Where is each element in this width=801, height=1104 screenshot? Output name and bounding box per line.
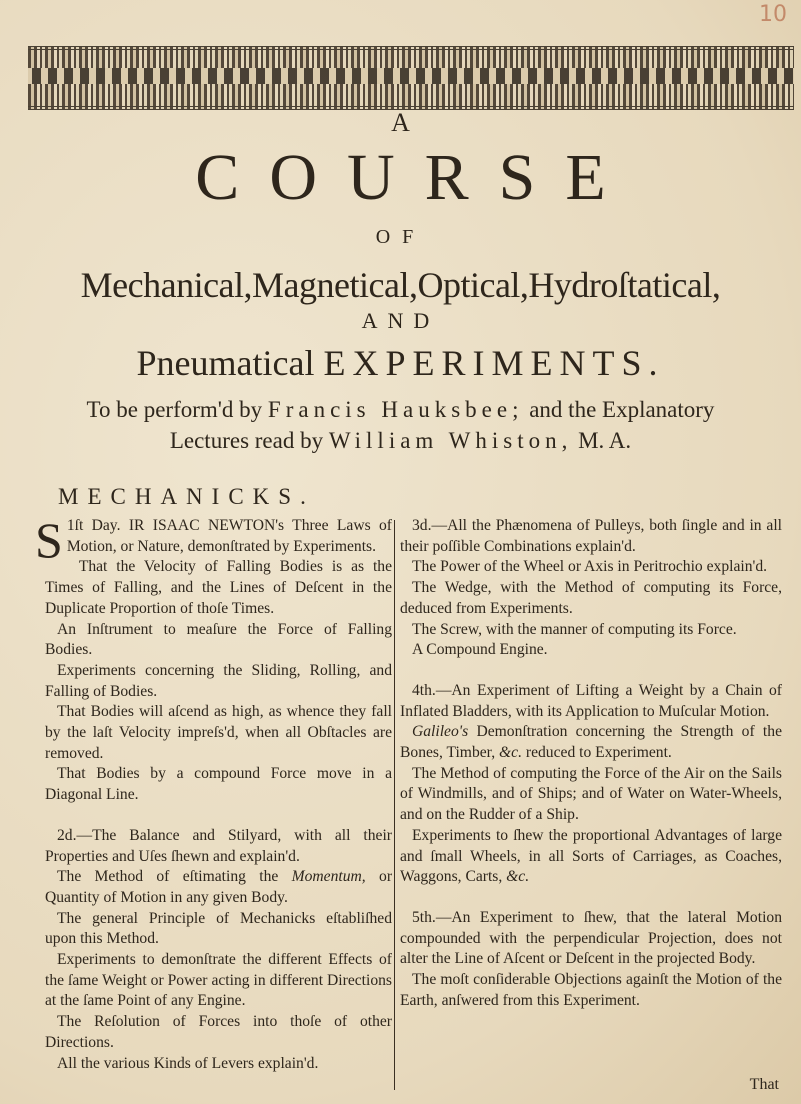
italic-etc: &c. (499, 744, 522, 762)
paragraph: Experiments to demonſtrate the different Effects of the ſame Weight or Power acting in different Directions at the ſame Point of any Engine. (45, 951, 392, 1010)
paragraph: The Method of computing the Force of the Air on the Sails of Windmills, and of Ships; and of Water on Water-Wheels, and on the Rudder of a Ship. (400, 764, 782, 824)
lecturer-degree: M. A. (578, 428, 632, 453)
paragraph-day2: 2d.—The Balance and Stilyard, with all their Properties and Uſes ſhewn and explain'd. (45, 826, 392, 865)
byline-text: To be perform'd by (86, 397, 263, 422)
decorative-border-band (28, 46, 794, 110)
paragraph: Experiments concerning the Sliding, Rolling, and Falling of Bodies. (45, 661, 392, 700)
paragraph: An Inſtrument to meaſure the Force of Falling Bodies. (45, 620, 392, 659)
title-course: COURSE (195, 141, 636, 214)
italic-term: Momentum, (291, 868, 366, 886)
paragraph: The Screw, with the manner of computing its Force. (412, 620, 737, 638)
text: reduced to Experiment. (525, 744, 672, 762)
paragraph: All the various Kinds of Levers explain'd. (57, 1054, 319, 1072)
paragraph: A Compound Engine. (412, 641, 548, 659)
paragraph-momentum (45, 867, 392, 908)
title-a: A (391, 108, 410, 137)
paragraph: The Wedge, with the Method of computing its Force, deduced from Experiments. (400, 579, 782, 617)
catchword: That (749, 1076, 779, 1093)
paragraph: The Power of the Wheel or Axis in Peritrochio explain'd. (412, 558, 768, 576)
paragraph-text: IR ISAAC NEWTON's Three Laws of Motion, or Nature, demonſtrated by Experiments. (66, 517, 392, 555)
title-of: OF (375, 226, 426, 248)
text: The Method of eſtimating the (57, 868, 279, 886)
drop-cap: S (35, 512, 63, 568)
page-corner-mark: 10 (759, 2, 787, 27)
paragraph-galileo (400, 722, 782, 763)
paragraph-day5: 5th.—An Experiment to ſhew, that the lateral Motion compounded with the perpendicular Projection, does not alter the Line of Aſcent or Deſcent in the projected Body. (400, 908, 782, 968)
paragraph: The general Principle of Mechanicks eſtabliſhed upon this Method. (45, 909, 392, 948)
byline-lecturer (0, 428, 801, 454)
paragraph: The Reſolution of Forces into thoſe of other Directions. (45, 1013, 392, 1051)
byline-text-end: and the Explanatory (529, 397, 715, 422)
title-subjects: Mechanical,Magnetical,Optical,Hydroſtatical, (80, 265, 721, 305)
right-column (400, 516, 782, 1011)
lecturer-name: William Whiston, (328, 428, 573, 453)
paragraph-wheels (400, 826, 782, 888)
first-paragraph (35, 512, 392, 568)
byline-performer (0, 397, 801, 423)
italic-etc: &c. (506, 868, 530, 886)
column-divider (394, 520, 395, 1090)
title-pneumatical-line (0, 342, 801, 384)
title-and: AND (361, 308, 440, 333)
italic-name: Galileo's (412, 723, 469, 741)
text: Demonſtration concerning the Strength of the Bones, Timber, (400, 723, 782, 762)
left-column (35, 512, 393, 1074)
paragraph: The moſt conſiderable Objections againſt the Motion of the Earth, anſwered from this Experiment. (400, 971, 782, 1009)
paragraph-day3: 3d.—All the Phænomena of Pulleys, both ſingle and in all their poſſible Combinations explain'd. (400, 517, 782, 555)
title-pneumatical: Pneumatical (136, 343, 315, 383)
day-label: 1ſt Day. (66, 517, 121, 534)
paragraph: That Bodies by a compound Force move in a Diagonal Line. (45, 765, 392, 804)
paragraph: That Bodies will aſcend as high, as whence they fall by the laſt Velocity impreſs'd, when all Obſtacles are removed. (45, 703, 392, 762)
byline-text-2: Lectures read by (169, 428, 324, 453)
paragraph-day4: 4th.—An Experiment of Lifting a Weight by a Chain of Inflated Bladders, with its Application to Muſcular Motion. (400, 681, 782, 720)
text: Experiments to ſhew the proportional Advantages of large and ſmall Wheels, in all Sorts of Carriages, as Coaches, Waggons, Carts, (400, 826, 782, 886)
performer-name: Francis Hauksbee; (267, 397, 524, 422)
paragraph: That the Velocity of Falling Bodies is as the Times of Falling, and the Lines of Deſcent in the Duplicate Proportion of thoſe Times. (45, 558, 392, 617)
section-heading: MECHANICKS. (58, 484, 315, 509)
text: or Quantity of Motion in any given Body. (45, 868, 393, 906)
title-experiments: EXPERIMENTS. (323, 343, 665, 383)
